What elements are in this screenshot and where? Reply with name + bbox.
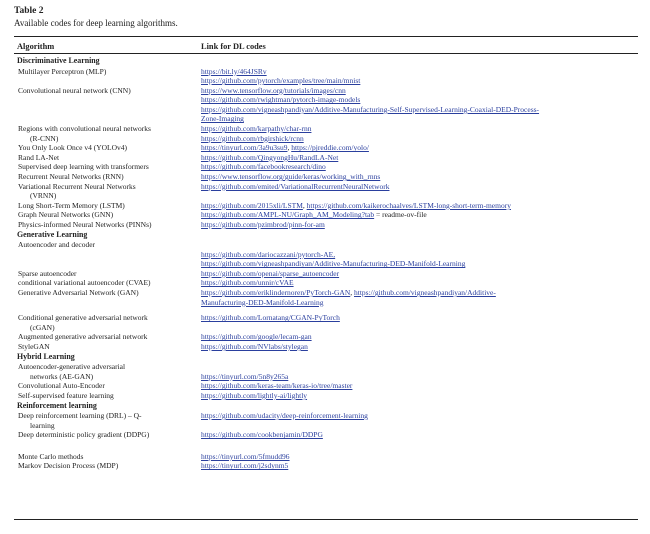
link-cell	[201, 182, 633, 201]
top-rule	[14, 36, 638, 37]
link-cell	[201, 220, 633, 230]
table-row	[17, 430, 633, 440]
algorithm-name: conditional variational autoencoder (CVAE)	[18, 278, 151, 288]
algorithm-name: StyleGAN	[18, 342, 50, 352]
code-link[interactable]: https://tinyurl.com/3a9u3su9	[201, 143, 288, 153]
code-link[interactable]: https://github.com/facebookresearch/dino	[201, 162, 326, 172]
code-link[interactable]: https://github.com/emited/VariationalRecurrentNeuralNetwork	[201, 181, 390, 191]
algorithm-name: Long Short-Term Memory (LSTM)	[18, 200, 125, 210]
header-rule	[14, 53, 638, 54]
algorithm-name: Augmented generative adversarial network	[18, 332, 148, 342]
column-header-algorithm: Algorithm	[17, 42, 55, 51]
algorithm-name: Self-supervised feature learning	[18, 390, 114, 400]
code-link[interactable]: https://github.com/vigneashpandiyan/Additive-Manufacturing-Self-Supervised-Learning-Coaxial-DED-Process-	[201, 104, 540, 114]
section-heading: Discriminative Learning	[17, 56, 100, 65]
link-cell	[201, 67, 633, 86]
table-row	[17, 182, 633, 201]
algorithm-name: Convolutional Auto-Encoder	[18, 381, 105, 391]
algorithm-name: Generative Adversarial Network (GAN)	[18, 288, 139, 298]
table-row	[17, 288, 633, 307]
table-row	[17, 313, 633, 332]
link-cell	[201, 143, 633, 153]
code-link[interactable]: https://github.com/openai/sparse_autoencoder	[201, 268, 340, 278]
link-cell	[201, 86, 633, 124]
link-cell	[201, 162, 633, 172]
algorithm-name: Rand LA-Net	[18, 152, 60, 162]
section-heading: Reinforcement learning	[17, 400, 97, 410]
link-cell	[201, 124, 633, 143]
algorithm-name-line1: Conditional generative adversarial network	[18, 313, 148, 323]
code-link[interactable]: https://github.com/NVlabs/stylegan	[201, 342, 308, 352]
link-cell	[201, 172, 633, 182]
algorithm-name: Supervised deep learning with transformers	[18, 162, 149, 172]
algorithm-name-line2: learning	[30, 420, 55, 430]
algorithm-name-line1: Autoencoder-generative adversarial	[18, 362, 126, 372]
link-cell	[201, 240, 633, 269]
link-cell	[201, 381, 633, 391]
table-row	[17, 278, 633, 288]
table-row	[17, 172, 633, 182]
link-cell	[201, 461, 633, 471]
table-row	[17, 201, 633, 211]
link-cell	[201, 313, 633, 332]
table-row	[17, 124, 633, 143]
code-link[interactable]: https://github.com/lightly-ai/lightly	[201, 390, 308, 400]
link-cell	[201, 201, 633, 211]
link-cell	[201, 210, 633, 220]
code-link[interactable]: https://www.tensorflow.org/guide/keras/working_with_rnns	[201, 172, 381, 182]
bottom-rule	[14, 519, 638, 520]
algorithm-name: Deep deterministic policy gradient (DDPG)	[18, 430, 150, 440]
code-link[interactable]: https://github.com/Lornatang/CGAN-PyTorch	[201, 313, 340, 323]
algorithm-name-line2: networks (AE-GAN)	[30, 371, 94, 381]
section-heading: Generative Learning	[17, 229, 88, 239]
link-cell	[201, 288, 633, 307]
link-cell	[201, 362, 633, 381]
code-link[interactable]: Manufacturing-DED-Manifold-Learning	[201, 297, 324, 307]
table-body	[17, 56, 633, 471]
code-link[interactable]: https://github.com/rbgirshick/rcnn	[201, 133, 304, 143]
code-link[interactable]: https://github.com/unnir/cVAE	[201, 278, 294, 288]
algorithm-name: Convolutional neural network (CNN)	[18, 85, 131, 95]
algorithm-name: Autoencoder and decoder	[18, 240, 96, 250]
code-link[interactable]: https://github.com/cookbenjamin/DDPG	[201, 430, 323, 440]
table-row	[17, 381, 633, 391]
code-link[interactable]: https://pjreddie.com/yolo/	[291, 143, 369, 153]
code-link[interactable]: https://github.com/keras-team/keras-io/tree/master	[201, 381, 353, 391]
code-link[interactable]: https://github.com/rwightman/pytorch-image-models	[201, 95, 361, 105]
table-row	[17, 391, 633, 401]
table-row	[17, 461, 633, 471]
link-cell	[201, 452, 633, 462]
code-link[interactable]: Zone-Imaging	[201, 114, 244, 124]
row-spacer	[17, 440, 633, 452]
table-row	[17, 452, 633, 462]
table-row	[17, 220, 633, 230]
code-link[interactable]: https://github.com/eriklindernoren/PyTorch-GAN	[201, 288, 351, 298]
link-suffix: = readme-ov-file	[374, 210, 427, 220]
code-link[interactable]: https://github.com/pytorch/examples/tree/main/mnist	[201, 76, 361, 86]
table-row	[17, 411, 633, 430]
table-label: Table 2	[14, 6, 44, 16]
table-row	[17, 342, 633, 352]
code-link[interactable]: https://bit.ly/464JSRv	[201, 66, 267, 76]
algorithm-name-line2: (R-CNN)	[30, 133, 59, 143]
section-heading: Hybrid Learning	[17, 351, 75, 361]
algorithm-name-line1: Deep reinforcement learning (DRL) – Q-	[18, 411, 142, 420]
algorithm-name-line1: Variational Recurrent Neural Networks	[18, 181, 136, 191]
algorithm-name: Physics-informed Neural Networks (PINNs)	[18, 220, 152, 229]
table-row	[17, 143, 633, 153]
algorithm-name: Graph Neural Networks (GNN)	[18, 210, 114, 220]
code-link[interactable]: https://tinyurl.com/5fmudd96	[201, 451, 290, 461]
table-caption: Available codes for deep learning algorithms.	[14, 18, 178, 28]
link-cell	[201, 332, 633, 342]
algorithm-name	[17, 124, 201, 143]
column-header-links: Link for DL codes	[201, 42, 266, 51]
algorithm-name: Markov Decision Process (MDP)	[18, 461, 119, 471]
link-cell	[201, 153, 633, 163]
table-row	[17, 86, 633, 124]
table-row	[17, 240, 633, 269]
link-cell	[201, 342, 633, 352]
link-separator: ,	[287, 143, 292, 153]
code-link[interactable]: https://github.com/dariocazzani/pytorch-AE,	[201, 249, 336, 259]
code-link[interactable]: https://github.com/karpathy/char-rnn	[201, 124, 312, 134]
table-row	[17, 162, 633, 172]
code-link[interactable]: https://www.tensorflow.org/tutorials/images/cnn	[201, 85, 346, 95]
algorithm-name	[17, 362, 201, 381]
code-link[interactable]: https://github.com/vigneashpandiyan/Additive-Manufacturing-DED-Manifold-Learning	[201, 259, 466, 269]
link-cell	[201, 391, 633, 401]
code-link[interactable]: https://github.com/udacity/deep-reinforcement-learning	[201, 411, 368, 420]
table-row	[17, 332, 633, 342]
algorithm-name: Multilayer Perceptron (MLP)	[18, 66, 107, 76]
algorithm-name-line2: (VRNN)	[30, 191, 57, 201]
code-link[interactable]: https://github.com/AMPL-NU/Graph_AM_Modeling?tab	[201, 210, 375, 220]
algorithm-name-line1: Regions with convolutional neural networks	[18, 124, 151, 134]
algorithm-name: Recurrent Neural Networks (RNN)	[18, 172, 124, 182]
algorithm-name	[17, 182, 201, 201]
table-row	[17, 153, 633, 163]
code-link[interactable]: https://github.com/2015xli/LSTM	[201, 200, 303, 210]
table-row	[17, 362, 633, 381]
table-row	[17, 67, 633, 86]
table-row	[17, 210, 633, 220]
link-separator: ,	[302, 200, 307, 210]
code-link[interactable]: https://tinyurl.com/j2sdynm5	[201, 461, 289, 471]
code-link[interactable]: https://github.com/pzimbrod/pinn-for-am	[201, 220, 325, 229]
algorithm-name	[17, 313, 201, 332]
table-row	[17, 269, 633, 279]
code-link[interactable]: https://github.com/google/lecam-gan	[201, 332, 312, 342]
code-link[interactable]: https://tinyurl.com/5n8y265a	[201, 371, 289, 381]
link-separator: ,	[350, 288, 354, 298]
link-cell	[201, 430, 633, 440]
link-cell	[201, 411, 633, 430]
link-cell	[201, 278, 633, 288]
algorithm-name: Monte Carlo methods	[18, 451, 84, 461]
code-link[interactable]: https://github.com/vigneashpandiyan/Additive-	[354, 288, 496, 298]
algorithm-name-line2: (cGAN)	[30, 322, 55, 332]
algorithm-name: You Only Look Once v4 (YOLOv4)	[18, 143, 128, 153]
code-link[interactable]: https://github.com/QingyongHu/RandLA-Net	[201, 152, 339, 162]
algorithm-name	[17, 411, 201, 430]
code-link[interactable]: https://github.com/kaikerochaalves/LSTM-long-short-term-memory	[306, 200, 511, 210]
algorithm-name: Sparse autoencoder	[18, 268, 77, 278]
link-cell	[201, 269, 633, 279]
